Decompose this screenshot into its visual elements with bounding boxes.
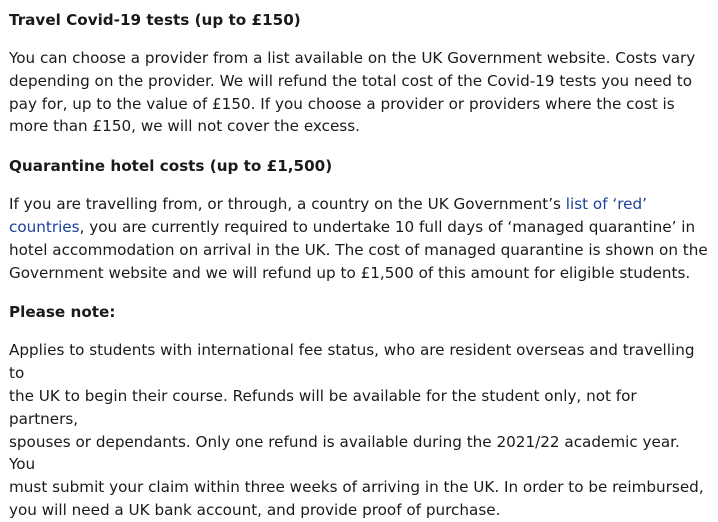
spacer — [9, 177, 710, 193]
section-heading-please-note: Please note: — [9, 303, 116, 322]
section-body-please-note: Applies to students with international fee status, who are resident overseas and travelling to the UK to begin their course. Refunds will be available for the student only, not for partners, spouses or dependants. Only one refund is available during the 2021/22 academic year. You must submit your claim within three weeks of arriving in the UK. In order to be reimbursed, you will need a UK bank account, and provide proof of purchase. — [9, 341, 704, 519]
section-heading-quarantine-hotel: Quarantine hotel costs (up to £1,500) — [9, 157, 333, 176]
section-body-quarantine-hotel — [9, 193, 710, 284]
spacer — [9, 323, 710, 339]
spacer — [9, 31, 710, 47]
red-countries-link[interactable]: list of ‘red’ countries — [9, 195, 647, 236]
quarantine-text-after-link: , you are currently required to undertake 10 full days of ‘managed quarantine’ in hotel accommodation on arrival in the UK. The cost of managed quarantine is shown on the Government website and we will refund up to £1,500 of this amount for eligible students. — [9, 217, 708, 282]
spacer — [9, 138, 710, 155]
quarantine-text-before-link: If you are travelling from, or through, a country on the UK Government’s — [9, 195, 566, 214]
section-body-covid-tests: You can choose a provider from a list available on the UK Government website. Costs vary depending on the provider. We will refund the total cost of the Covid-19 tests you need to pay for, up to the value of £150. If you choose a provider or providers where the cost is more than £150, we will not cover the excess. — [9, 49, 696, 136]
section-heading-covid-tests: Travel Covid-19 tests (up to £150) — [9, 11, 301, 29]
spacer — [9, 284, 710, 301]
